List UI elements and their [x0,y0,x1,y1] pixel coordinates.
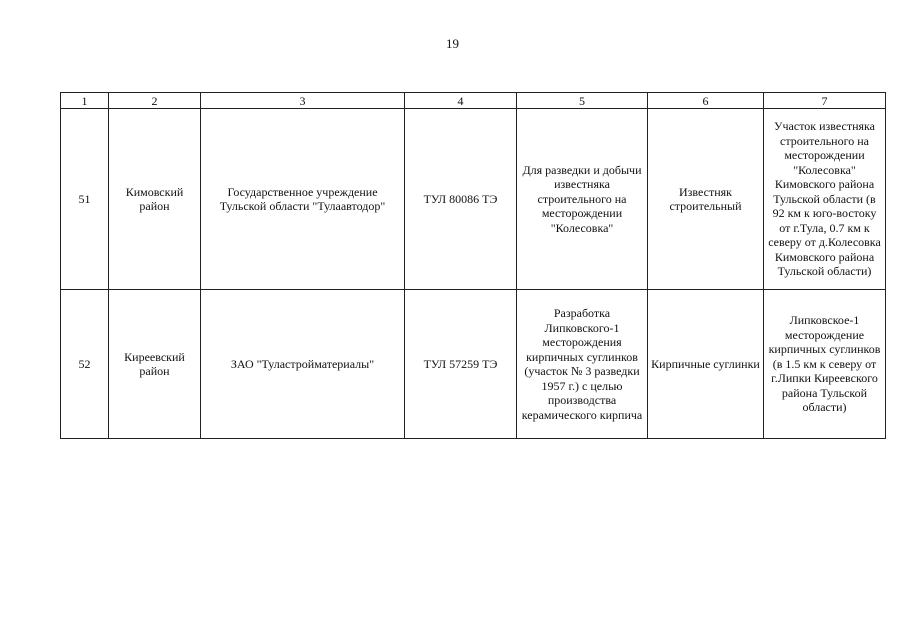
organization-cell: Государственное учреждение Тульской области "Тулаавтодор" [201,109,405,290]
purpose-cell: Для разведки и добычи известняка строительного на месторождении "Колесовка" [517,109,648,290]
location-cell: Участок известняка строительного на месторождении "Колесовка" Кимовского района Тульской области (в 92 км к юго-востоку от г.Тула, 0.7 км к северу от д.Колесовка Кимовского района Тульской области) [764,109,886,290]
organization-cell: ЗАО "Туластройматериалы" [201,290,405,439]
header-cell-1: 1 [61,93,109,109]
district-cell: Киреевский район [109,290,201,439]
header-cell-2: 2 [109,93,201,109]
purpose-cell: Разработка Липковского-1 месторождения кирпичных суглинков (участок № 3 разведки 1957 г.) с целью производства керамического кирпича [517,290,648,439]
mineral-cell: Известняк строительный [648,109,764,290]
header-row [61,93,886,109]
location-cell: Липковское-1 месторождение кирпичных суглинков (в 1.5 км к северу от г.Липки Киреевского района Тульской области) [764,290,886,439]
mineral-cell: Кирпичные суглинки [648,290,764,439]
header-cell-5: 5 [517,93,648,109]
table-row [61,109,886,290]
header-cell-6: 6 [648,93,764,109]
license-registry-table [60,92,886,439]
header-cell-4: 4 [405,93,517,109]
header-cell-3: 3 [201,93,405,109]
header-cell-7: 7 [764,93,886,109]
row-number-cell: 52 [61,290,109,439]
row-number-cell: 51 [61,109,109,290]
page-number: 19 [446,36,459,51]
district-cell: Кимовский район [109,109,201,290]
table-row [61,290,886,439]
license-number-cell: ТУЛ 57259 ТЭ [405,290,517,439]
license-number-cell: ТУЛ 80086 ТЭ [405,109,517,290]
